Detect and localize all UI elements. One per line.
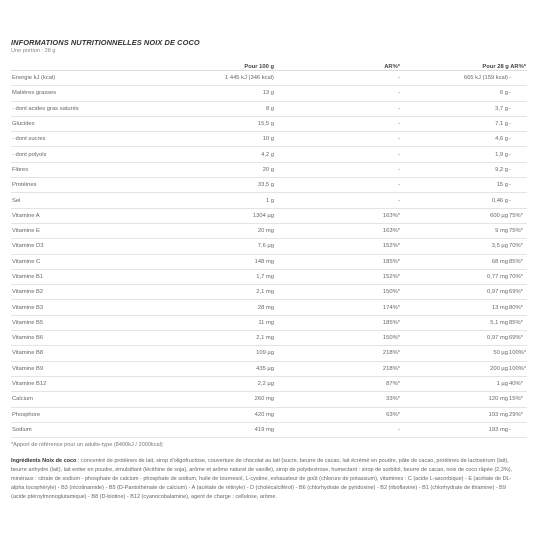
- table-header: [11, 61, 527, 71]
- table-row: [11, 331, 527, 346]
- table-row: [11, 285, 527, 300]
- value-per-100g: 260 mg: [254, 396, 274, 403]
- ar-per-28g: -: [509, 121, 511, 128]
- value-per-100g: 148 mg: [254, 258, 274, 265]
- table-row: [11, 132, 527, 147]
- value-per-100g: 7,6 µg: [257, 243, 274, 250]
- table-row: [11, 377, 527, 392]
- ar-per-28g: -: [509, 75, 511, 82]
- table-row: [11, 163, 527, 178]
- ar-per-28g: -: [509, 166, 511, 173]
- table-row: [11, 117, 527, 132]
- ar-per-28g: -: [509, 197, 511, 204]
- nutrient-name: Vitamine C: [12, 258, 41, 265]
- ar-per-100g: 87%*: [386, 381, 400, 388]
- nutrient-name: Calcium: [12, 396, 33, 403]
- nutrient-name: Vitamine B12: [12, 381, 47, 388]
- value-per-28g: 0,97 mg: [487, 335, 508, 342]
- nutrient-name: Matières grasses: [12, 90, 57, 97]
- ar-per-28g: -: [509, 105, 511, 112]
- value-per-28g: 193 mg: [488, 411, 508, 418]
- ar-per-100g: -: [398, 426, 400, 433]
- table-row: [11, 316, 527, 331]
- page-title: INFORMATIONS NUTRITIONNELLES NOIX DE COCO: [11, 38, 200, 47]
- table-row: [11, 423, 527, 438]
- ar-per-28g: -: [509, 90, 511, 97]
- value-per-28g: 0,77 mg: [487, 274, 508, 280]
- ar-per-100g: -: [398, 105, 400, 112]
- value-per-100g: 1 g: [265, 197, 274, 204]
- ar-per-28g: 100%*: [509, 365, 527, 372]
- value-per-100g: 2,2 µg: [257, 381, 274, 388]
- ar-per-28g: 85%*: [509, 319, 523, 326]
- ar-per-28g: 100%*: [509, 350, 527, 357]
- table-row: [11, 270, 527, 285]
- nutrition-info-panel: [11, 38, 528, 502]
- value-per-100g: 8 g: [265, 105, 274, 112]
- nutrient-name: - dont acides gras saturés: [12, 105, 79, 112]
- value-per-100g: 1 445 kJ (346 kcal): [225, 75, 274, 82]
- value-per-28g: 15 g: [496, 182, 508, 189]
- ar-per-28g: 75%*: [509, 212, 523, 219]
- ar-per-28g: 70%*: [509, 274, 523, 280]
- table-row: [11, 147, 527, 162]
- value-per-28g: 4,6 g: [495, 136, 508, 143]
- nutrient-name: Phosphore: [12, 411, 41, 418]
- value-per-28g: 68 mg: [491, 258, 508, 265]
- nutrient-name: Vitamine A: [12, 212, 40, 219]
- ar-per-100g: 185%*: [382, 258, 400, 265]
- ar-per-100g: 218%*: [382, 365, 400, 372]
- nutrient-name: Vitamine E: [12, 228, 40, 235]
- value-per-28g: 193 mg: [488, 426, 508, 433]
- value-per-28g: 6 g: [499, 90, 508, 97]
- value-per-100g: 15,5 g: [257, 121, 274, 128]
- ar-per-100g: -: [398, 166, 400, 173]
- value-per-28g: 3,5 µg: [491, 243, 508, 250]
- ingredients-block: [11, 457, 519, 502]
- ar-per-100g: 150%*: [382, 335, 400, 342]
- ar-per-100g: -: [398, 151, 400, 158]
- value-per-28g: 13 mg: [491, 304, 508, 311]
- ar-per-100g: 152%*: [382, 274, 400, 280]
- value-per-100g: 11 mg: [258, 319, 274, 326]
- ar-per-100g: 185%*: [382, 319, 400, 326]
- ar-per-100g: 152%*: [382, 243, 400, 250]
- ar-per-100g: 63%*: [386, 411, 400, 418]
- value-per-100g: 20 mg: [257, 228, 274, 235]
- table-row: [11, 300, 527, 315]
- ar-per-100g: 218%*: [382, 350, 400, 357]
- ar-per-100g: 174%*: [382, 304, 400, 311]
- nutrient-name: Vitamine B2: [12, 289, 44, 296]
- ar-per-28g: 29%*: [509, 411, 523, 418]
- nutrient-name: Energie kJ (kcal): [12, 75, 56, 82]
- value-per-100g: 419 mg: [254, 426, 274, 433]
- table-row: [11, 209, 527, 224]
- value-per-100g: 1304 µg: [252, 212, 274, 219]
- ar-per-100g: -: [398, 182, 400, 189]
- value-per-28g: 9,2 g: [495, 166, 508, 173]
- value-per-28g: 600 µg: [490, 212, 508, 219]
- ar-per-28g: 70%*: [509, 243, 523, 250]
- value-per-100g: 2,1 mg: [256, 335, 274, 342]
- table-row: [11, 71, 527, 86]
- ar-per-28g: 15%*: [509, 396, 523, 403]
- ar-per-28g: 69%*: [509, 289, 523, 296]
- portion-size: Une portion : 28 g: [11, 48, 56, 54]
- value-per-100g: 28 mg: [257, 304, 274, 311]
- value-per-28g: 9 mg: [495, 228, 508, 235]
- ar-per-100g: 33%*: [386, 396, 400, 403]
- ar-per-28g: -: [509, 426, 511, 433]
- table-row: [11, 193, 527, 208]
- nutrient-name: Protéines: [12, 182, 37, 189]
- value-per-28g: 0,97 mg: [487, 289, 508, 296]
- value-per-28g: 120 mg: [488, 396, 508, 403]
- table-body: [11, 71, 527, 438]
- footnote: *Apport de référence pour un adulte-type (8400kJ / 2000kcal): [11, 442, 163, 449]
- ar-per-100g: -: [398, 121, 400, 128]
- nutrient-name: Vitamine B9: [12, 365, 44, 372]
- nutrient-name: Vitamine B8: [12, 350, 44, 357]
- value-per-100g: 20 g: [262, 166, 274, 173]
- value-per-100g: 1,7 mg: [256, 274, 274, 280]
- value-per-28g: 5,1 mg: [490, 319, 508, 326]
- value-per-100g: 435 µg: [256, 365, 274, 372]
- ar-per-100g: 163%*: [382, 212, 400, 219]
- ar-per-28g: 40%*: [509, 381, 523, 388]
- header-per-100g: Pour 100 g: [244, 64, 274, 70]
- value-per-100g: 4,2 g: [261, 151, 274, 158]
- nutrient-name: Fibres: [12, 166, 29, 173]
- table-row: [11, 178, 527, 193]
- value-per-28g: 0,46 g: [491, 197, 508, 204]
- nutrition-table: [11, 61, 527, 438]
- ar-per-28g: 75%*: [509, 228, 523, 235]
- ingredients-label: Ingrédients Noix de coco: [11, 458, 77, 465]
- nutrient-name: Vitamine B6: [12, 335, 44, 342]
- ar-per-28g: -: [509, 151, 511, 158]
- table-row: [11, 408, 527, 423]
- value-per-100g: 10 g: [262, 136, 274, 143]
- ar-per-28g: 80%*: [509, 304, 523, 311]
- ar-per-100g: -: [398, 136, 400, 143]
- table-row: [11, 86, 527, 101]
- table-row: [11, 362, 527, 377]
- ar-per-100g: 150%*: [382, 289, 400, 296]
- ar-per-28g: 85%*: [509, 258, 523, 265]
- nutrient-name: Glucides: [12, 121, 35, 128]
- table-row: [11, 392, 527, 407]
- ar-per-100g: -: [398, 197, 400, 204]
- value-per-28g: 665 kJ (159 kcal): [463, 75, 508, 82]
- value-per-28g: 50 µg: [493, 350, 508, 357]
- table-row: [11, 239, 527, 254]
- value-per-100g: 2,1 mg: [256, 289, 274, 296]
- table-row: [11, 224, 527, 239]
- value-per-100g: 13 g: [262, 90, 274, 97]
- nutrient-name: Sel: [12, 197, 21, 204]
- nutrient-name: Sodium: [12, 426, 32, 433]
- value-per-28g: 200 µg: [490, 365, 508, 372]
- table-row: [11, 102, 527, 117]
- value-per-100g: 33,5 g: [257, 182, 274, 189]
- header-per-28g: Pour 28 g AR%*: [482, 64, 526, 70]
- nutrient-name: Vitamine B1: [12, 274, 44, 280]
- table-row: [11, 255, 527, 270]
- ingredients-text: : concentré de protéines de lait, sirop d'oligofructose, couverture de chocolat au lait (sucre, beurre de cacao, lait écrémé en poudre, pâte de cacao, protéines de lactosérum (lait), beurre anhydre (lait), lait entier en poudre, émulsifiant (lécithine de soja), arôme et arôme naturel de vanille), sirop de polydextrose, humectant : sirop de sorbitol, beurre de cacao, noix de coco râpée (2,3%), minéraux : citrate de sodium - phosphate de calcium - phosphate de sodium, huile de tournesol, L-cystine, exhausteur de goût (chlorure de potassium), vitamines : C (acide L-ascorbique) - E (acétate de DL-alpha tocophéryle) - B3 (nicotinamide) - B5 (D-Pantothénate de calcium) - A (acétate de rétinyle) - D (cholécalciférol) - B6 (chlorhydrate de pyridoxine) - B2 (riboflavine) - B1 (chlorhydrate de thiamine) - B9 (acide ptéroylmonoglutamique) - B8 (D-biotine) - B12 (cyanocobalamine), agent de charge : cellulose, arôme.: [11, 458, 513, 500]
- ar-per-100g: -: [398, 90, 400, 97]
- nutrient-name: Vitamine B5: [12, 319, 44, 326]
- value-per-100g: 420 mg: [254, 411, 274, 418]
- nutrient-name: Vitamine D3: [12, 243, 44, 250]
- nutrient-name: - dont sucres: [12, 136, 46, 143]
- header-ar: AR%*: [384, 64, 400, 70]
- value-per-28g: 3,7 g: [495, 105, 508, 112]
- value-per-100g: 109 µg: [256, 350, 274, 357]
- table-row: [11, 346, 527, 361]
- value-per-28g: 7,1 g: [495, 121, 508, 128]
- ar-per-100g: -: [398, 75, 400, 82]
- ar-per-100g: 163%*: [382, 228, 400, 235]
- ar-per-28g: -: [509, 136, 511, 143]
- ar-per-28g: -: [509, 182, 511, 189]
- value-per-28g: 1,9 g: [495, 151, 508, 158]
- nutrient-name: - dont polyols: [12, 151, 47, 158]
- ar-per-28g: 69%*: [509, 335, 523, 342]
- nutrient-name: Vitamine B3: [12, 304, 44, 311]
- value-per-28g: 1 µg: [496, 381, 508, 388]
